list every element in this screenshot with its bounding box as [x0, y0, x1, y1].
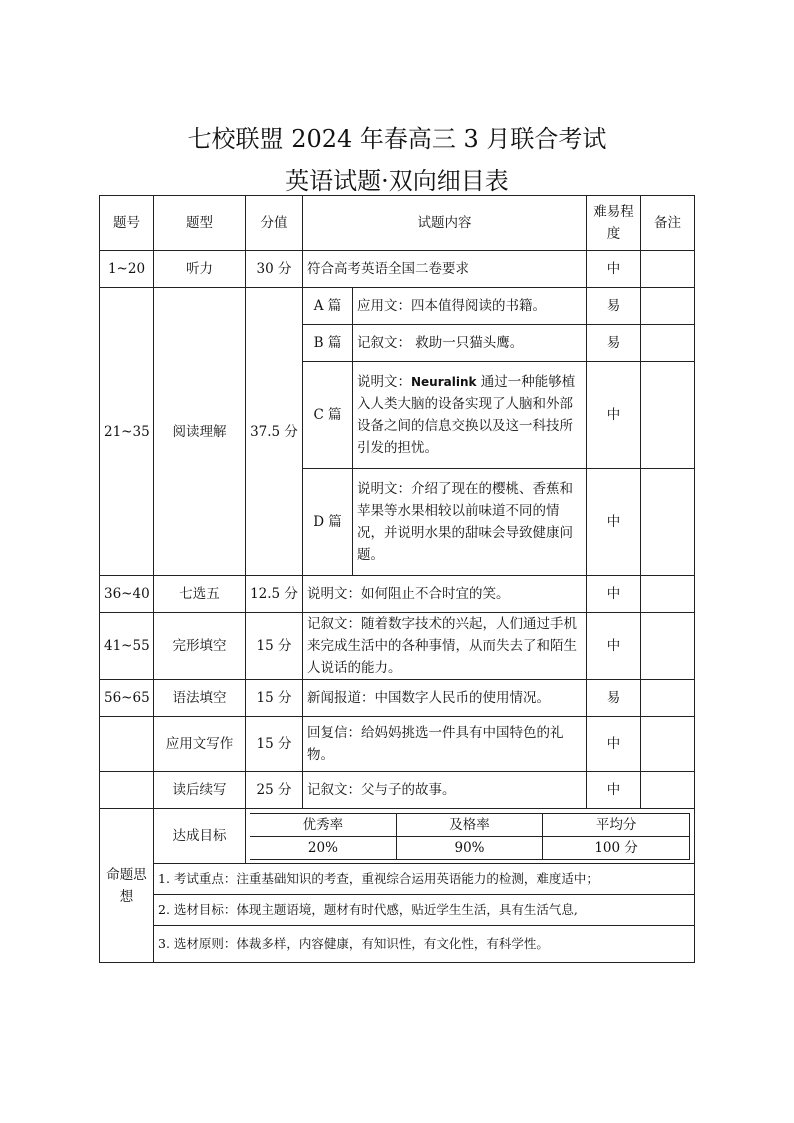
content-prefix: 说明文： [357, 374, 411, 390]
document-subtitle: 英语试题·双向细目表 [285, 167, 509, 195]
design-point-row [100, 864, 695, 895]
target-header-excellent: 优秀率 [250, 813, 396, 836]
cell-content: 记叙文：父与子的故事。 [303, 772, 587, 809]
header-content: 试题内容 [303, 196, 587, 251]
cell-difficulty: 中 [587, 362, 641, 469]
cell-remark [641, 251, 695, 288]
design-point-row [100, 895, 695, 926]
cell-type: 应用文写作 [154, 717, 246, 772]
cell-score: 30 分 [246, 251, 303, 288]
cell-number: 1~20 [100, 251, 154, 288]
table-row [100, 717, 695, 772]
document-title: 七校联盟 2024 年春高三 3 月联合考试 [187, 125, 607, 153]
header-difficulty: 难易程度 [587, 196, 641, 251]
design-target-row [100, 809, 695, 864]
target-grid [250, 813, 690, 860]
table-row [100, 251, 695, 288]
target-grid-cell [246, 809, 695, 864]
cell-content: 说明文：介绍了现在的樱桃、香蕉和苹果等水果相较以前味道不同的情况，并说明水果的甜味会导致健康问题。 [353, 469, 587, 576]
passage-label: A 篇 [303, 288, 353, 325]
cell-content: 记叙文：随着数字技术的兴起，人们通过手机来完成生活中的各种事情，从而失去了和陌生人说话的能力。 [303, 613, 587, 680]
cell-type: 听力 [154, 251, 246, 288]
content-keyword: Neuralink [411, 375, 477, 389]
cell-difficulty: 中 [587, 717, 641, 772]
header-remark: 备注 [641, 196, 695, 251]
cell-number [100, 772, 154, 809]
spec-table [99, 195, 695, 963]
cell-difficulty: 中 [587, 576, 641, 613]
cell-remark [641, 772, 695, 809]
cell-remark [641, 288, 695, 325]
passage-label: D 篇 [303, 469, 353, 576]
cell-score: 25 分 [246, 772, 303, 809]
cell-number: 41~55 [100, 613, 154, 680]
cell-score: 15 分 [246, 613, 303, 680]
design-point: 1. 考试重点：注重基础知识的考查，重视综合运用英语能力的检测，难度适中； [154, 864, 695, 895]
design-point: 2. 选材目标：体现主题语境，题材有时代感，贴近学生生活，具有生活气息, [154, 895, 695, 926]
cell-difficulty: 中 [587, 772, 641, 809]
header-type: 题型 [154, 196, 246, 251]
passage-label: C 篇 [303, 362, 353, 469]
cell-difficulty: 易 [587, 288, 641, 325]
target-header-average: 平均分 [543, 813, 690, 836]
target-value-excellent: 20% [250, 836, 396, 859]
target-header-pass: 及格率 [396, 813, 542, 836]
cell-score: 12.5 分 [246, 576, 303, 613]
cell-type: 阅读理解 [154, 288, 246, 576]
header-row [100, 196, 695, 251]
cell-remark [641, 469, 695, 576]
design-label: 命题思想 [100, 809, 154, 963]
cell-remark [641, 325, 695, 362]
cell-content: 符合高考英语全国二卷要求 [303, 251, 587, 288]
cell-content: 说明文：如何阻止不合时宜的笑。 [303, 576, 587, 613]
cell-type: 读后续写 [154, 772, 246, 809]
table-row [100, 680, 695, 717]
cell-number [100, 717, 154, 772]
target-value-pass: 90% [396, 836, 542, 859]
cell-type: 语法填空 [154, 680, 246, 717]
cell-difficulty: 中 [587, 469, 641, 576]
cell-remark [641, 362, 695, 469]
content-rest: 通过一种能够植入人类大脑的设备实现了人脑和外部设备之间的信息交换以及这一科技所引发的担忧。 [357, 374, 576, 456]
cell-remark [641, 613, 695, 680]
cell-difficulty: 易 [587, 680, 641, 717]
header-number: 题号 [100, 196, 154, 251]
cell-difficulty: 易 [587, 325, 641, 362]
design-point-row [100, 926, 695, 963]
cell-score: 37.5 分 [246, 288, 303, 576]
cell-score: 15 分 [246, 680, 303, 717]
design-point: 3. 选材原则：体裁多样，内容健康，有知识性，有文化性，有科学性。 [154, 926, 695, 963]
cell-content: 回复信：给妈妈挑选一件具有中国特色的礼物。 [303, 717, 587, 772]
table-row [100, 772, 695, 809]
cell-content [353, 362, 587, 469]
cell-difficulty: 中 [587, 613, 641, 680]
cell-score: 15 分 [246, 717, 303, 772]
cell-type: 七选五 [154, 576, 246, 613]
cell-number: 56~65 [100, 680, 154, 717]
cell-type: 完形填空 [154, 613, 246, 680]
table-row [100, 288, 695, 325]
cell-difficulty: 中 [587, 251, 641, 288]
cell-content: 应用文：四本值得阅读的书籍。 [353, 288, 587, 325]
cell-remark [641, 680, 695, 717]
header-score: 分值 [246, 196, 303, 251]
table-row [100, 576, 695, 613]
cell-number: 21~35 [100, 288, 154, 576]
table-row [100, 613, 695, 680]
target-value-average: 100 分 [543, 836, 690, 859]
cell-content: 记叙文： 救助一只猫头鹰。 [353, 325, 587, 362]
passage-label: B 篇 [303, 325, 353, 362]
cell-content: 新闻报道：中国数字人民币的使用情况。 [303, 680, 587, 717]
cell-number: 36~40 [100, 576, 154, 613]
cell-remark [641, 717, 695, 772]
cell-remark [641, 576, 695, 613]
target-label: 达成目标 [154, 809, 246, 864]
